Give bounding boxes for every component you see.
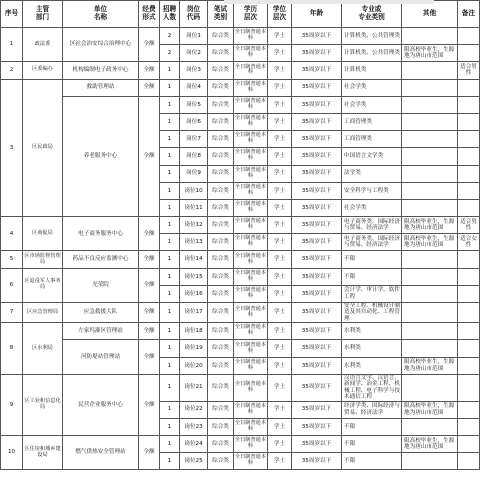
cell-degree: 学士 (268, 268, 292, 285)
cell-age: 35周岁以下 (292, 45, 342, 62)
cell-dept: 区市场监督管理局 (23, 251, 63, 268)
cell-pos: 岗位3 (180, 62, 208, 79)
cell-major: 水利类 (342, 340, 402, 357)
cell-count: 1 (160, 453, 180, 470)
cell-exam: 综合类 (208, 453, 234, 470)
cell-exam: 综合类 (208, 418, 234, 435)
cell-edu: 全日制普通本科 (234, 374, 268, 401)
cell-age: 35周岁以下 (292, 340, 342, 357)
cell-edu: 全日制普通本科 (234, 96, 268, 113)
cell-degree: 学士 (268, 96, 292, 113)
cell-unit: 机构编制电子政务中心 (63, 62, 139, 79)
cell-pos: 岗位2 (180, 45, 208, 62)
cell-other (402, 113, 458, 130)
cell-pos: 岗位23 (180, 418, 208, 435)
header-row (1, 1, 480, 28)
table-row (1, 217, 480, 234)
cell-age: 35周岁以下 (292, 418, 342, 435)
cell-dept: 区应急管理局 (23, 303, 63, 323)
cell-fund: 全额 (139, 303, 160, 323)
cell-pos: 岗位5 (180, 96, 208, 113)
cell-other (402, 453, 458, 470)
cell-fund: 全额 (139, 217, 160, 251)
cell-seq: 6 (1, 268, 23, 302)
cell-degree: 学士 (268, 131, 292, 148)
cell-exam: 综合类 (208, 374, 234, 401)
cell-count: 1 (160, 357, 180, 374)
cell-pos: 岗位8 (180, 148, 208, 165)
cell-degree: 学士 (268, 62, 292, 79)
cell-dept: 区住房和城乡建设局 (23, 435, 63, 469)
cell-note: 适合男性 (458, 62, 480, 79)
cell-age: 35周岁以下 (292, 28, 342, 45)
cell-pos: 岗位15 (180, 268, 208, 285)
cell-dept: 区水利局 (23, 323, 63, 375)
cell-major: 不限 (342, 435, 402, 452)
cell-unit: 电子商务服务中心 (63, 217, 139, 251)
table-row (1, 435, 480, 452)
cell-edu: 全日制普通本科 (234, 251, 268, 268)
cell-exam: 综合类 (208, 340, 234, 357)
cell-other: 限高校毕业生，生源地为唐山市范围 (402, 234, 458, 251)
cell-major: 会计学、审计学、软件工程 (342, 285, 402, 302)
cell-exam: 综合类 (208, 268, 234, 285)
cell-count: 1 (160, 199, 180, 216)
cell-age: 35周岁以下 (292, 217, 342, 234)
cell-exam: 综合类 (208, 165, 234, 182)
cell-note (458, 251, 480, 268)
cell-major: 计算机类、公共管理类 (342, 45, 402, 62)
cell-dept: 政法委 (23, 28, 63, 62)
cell-major: 经济学类、国际经济与贸易、经济法学 (342, 401, 402, 418)
cell-edu: 全日制普通本科 (234, 199, 268, 216)
header-exam: 笔试 类别 (208, 1, 234, 28)
cell-note (458, 418, 480, 435)
cell-exam: 综合类 (208, 217, 234, 234)
cell-exam: 综合类 (208, 182, 234, 199)
cell-unit: 区社会治安综合治理中心 (63, 28, 139, 62)
cell-count: 1 (160, 251, 180, 268)
cell-exam: 综合类 (208, 234, 234, 251)
cell-seq: 5 (1, 251, 23, 268)
cell-count: 1 (160, 131, 180, 148)
cell-seq: 1 (1, 28, 23, 62)
cell-exam: 综合类 (208, 285, 234, 302)
cell-major: 法学类 (342, 165, 402, 182)
cell-exam: 综合类 (208, 357, 234, 374)
cell-edu: 全日制普通本科 (234, 45, 268, 62)
cell-dept: 区委编办 (23, 62, 63, 79)
cell-major: 社会学类 (342, 96, 402, 113)
cell-degree: 学士 (268, 251, 292, 268)
cell-edu: 全日制普通本科 (234, 401, 268, 418)
cell-count: 1 (160, 374, 180, 401)
cell-other: 限高校毕业生，生源地为唐山市范围 (402, 45, 458, 62)
cell-dept: 区退役军人事务局 (23, 268, 63, 302)
cell-count: 1 (160, 323, 180, 340)
cell-other (402, 62, 458, 79)
cell-unit: 光荣院 (63, 268, 139, 302)
cell-exam: 综合类 (208, 113, 234, 130)
cell-pos: 岗位7 (180, 131, 208, 148)
cell-exam: 综合类 (208, 131, 234, 148)
cell-unit: 左家坞灌区管理站 (63, 323, 139, 340)
cell-major: 计算机类、公共管理类 (342, 28, 402, 45)
cell-edu: 全日制普通本科 (234, 234, 268, 251)
cell-degree: 学士 (268, 418, 292, 435)
cell-edu: 全日制普通本科 (234, 182, 268, 199)
cell-edu: 全日制普通本科 (234, 165, 268, 182)
cell-degree: 学士 (268, 323, 292, 340)
cell-unit: 药品不良反应监测中心 (63, 251, 139, 268)
cell-pos: 岗位25 (180, 453, 208, 470)
cell-pos: 岗位19 (180, 340, 208, 357)
cell-degree: 学士 (268, 234, 292, 251)
cell-degree: 学士 (268, 199, 292, 216)
cell-unit: 应急救援大队 (63, 303, 139, 323)
cell-age: 35周岁以下 (292, 96, 342, 113)
cell-pos: 岗位9 (180, 165, 208, 182)
cell-other: 限高校毕业生，生源地为唐山市范围 (402, 435, 458, 452)
cell-other (402, 182, 458, 199)
cell-exam: 综合类 (208, 148, 234, 165)
cell-seq: 8 (1, 323, 23, 375)
cell-note (458, 323, 480, 340)
cell-edu: 全日制普通本科 (234, 268, 268, 285)
cell-count: 2 (160, 45, 180, 62)
cell-age: 35周岁以下 (292, 62, 342, 79)
cell-age: 35周岁以下 (292, 453, 342, 470)
cell-fund: 全额 (139, 374, 160, 435)
cell-other: 限高校毕业生，生源地为唐山市范围 (402, 401, 458, 418)
cell-seq: 4 (1, 217, 23, 251)
cell-note (458, 268, 480, 285)
header-pos: 岗位 代码 (180, 1, 208, 28)
cell-other (402, 165, 458, 182)
cell-exam: 综合类 (208, 79, 234, 96)
cell-seq: 3 (1, 79, 23, 217)
header-age: 年龄 (292, 1, 342, 28)
cell-fund: 全额 (139, 323, 160, 340)
cell-note (458, 45, 480, 62)
cell-degree: 学士 (268, 340, 292, 357)
cell-age: 35周岁以下 (292, 268, 342, 285)
cell-major: 电子商务类、国际经济与贸易、经济法学 (342, 234, 402, 251)
table-row (1, 374, 480, 401)
cell-count: 1 (160, 182, 180, 199)
cell-count: 1 (160, 234, 180, 251)
header-edu: 学历 层次 (234, 1, 268, 28)
cell-edu: 全日制普通本科 (234, 217, 268, 234)
cell-other (402, 199, 458, 216)
cell-count: 1 (160, 96, 180, 113)
cell-major: 社会学类 (342, 79, 402, 96)
cell-degree: 学士 (268, 374, 292, 401)
cell-note (458, 303, 480, 323)
cell-pos: 岗位18 (180, 323, 208, 340)
cell-edu: 全日制普通本科 (234, 62, 268, 79)
cell-edu: 全日制普通本科 (234, 435, 268, 452)
cell-note (458, 435, 480, 452)
cell-exam: 综合类 (208, 303, 234, 323)
cell-count: 1 (160, 268, 180, 285)
cell-note (458, 357, 480, 374)
cell-age: 35周岁以下 (292, 165, 342, 182)
cell-age: 35周岁以下 (292, 323, 342, 340)
cell-major: 工商管理类 (342, 131, 402, 148)
cell-count: 1 (160, 418, 180, 435)
cell-edu: 全日制普通本科 (234, 357, 268, 374)
cell-major: 不限 (342, 251, 402, 268)
cell-major: 水利类 (342, 357, 402, 374)
cell-major: 社会学类 (342, 199, 402, 216)
cell-edu: 全日制普通本科 (234, 323, 268, 340)
cell-major: 安全科学与工程类 (342, 182, 402, 199)
header-top-strip (224, 0, 434, 4)
cell-age: 35周岁以下 (292, 374, 342, 401)
table-row (1, 268, 480, 285)
cell-count: 1 (160, 435, 180, 452)
cell-unit: 养老服务中心 (63, 96, 139, 216)
cell-degree: 学士 (268, 401, 292, 418)
cell-note (458, 28, 480, 45)
cell-exam: 综合类 (208, 45, 234, 62)
cell-age: 35周岁以下 (292, 357, 342, 374)
cell-pos: 岗位20 (180, 357, 208, 374)
cell-count: 1 (160, 79, 180, 96)
cell-unit: 民营企业服务中心 (63, 374, 139, 435)
cell-note (458, 374, 480, 401)
cell-count: 1 (160, 148, 180, 165)
cell-degree: 学士 (268, 453, 292, 470)
header-seq: 序号 (1, 1, 23, 28)
cell-other (402, 340, 458, 357)
cell-degree: 学士 (268, 165, 292, 182)
cell-note: 适合男性 (458, 217, 480, 234)
cell-other (402, 285, 458, 302)
cell-other (402, 28, 458, 45)
header-fund: 经费 形式 (139, 1, 160, 28)
header-unit: 单位 名称 (63, 1, 139, 28)
cell-edu: 全日制普通本科 (234, 453, 268, 470)
cell-other: 限高校毕业生，生源地为唐山市范围 (402, 217, 458, 234)
cell-edu: 全日制普通本科 (234, 131, 268, 148)
cell-major: 工商管理类 (342, 113, 402, 130)
cell-age: 35周岁以下 (292, 435, 342, 452)
cell-edu: 全日制普通本科 (234, 418, 268, 435)
cell-pos: 岗位13 (180, 234, 208, 251)
cell-other (402, 251, 458, 268)
cell-fund: 全额 (139, 251, 160, 268)
cell-fund: 全额 (139, 62, 160, 79)
cell-major: 水利类 (342, 323, 402, 340)
cell-pos: 岗位1 (180, 28, 208, 45)
cell-seq: 7 (1, 303, 23, 323)
cell-pos: 岗位14 (180, 251, 208, 268)
cell-count: 1 (160, 303, 180, 323)
table-row (1, 28, 480, 45)
cell-other (402, 418, 458, 435)
cell-count: 1 (160, 113, 180, 130)
table-row (1, 323, 480, 340)
cell-age: 35周岁以下 (292, 251, 342, 268)
header-major: 专业或 专业类别 (342, 1, 402, 28)
cell-age: 35周岁以下 (292, 401, 342, 418)
cell-unit: 燃气供热安全管理站 (63, 435, 139, 469)
cell-seq: 10 (1, 435, 23, 469)
table-row (1, 96, 480, 113)
cell-note (458, 148, 480, 165)
header-count: 招聘 人数 (160, 1, 180, 28)
cell-pos: 岗位4 (180, 79, 208, 96)
cell-pos: 岗位11 (180, 199, 208, 216)
cell-other (402, 148, 458, 165)
cell-other (402, 79, 458, 96)
cell-count: 1 (160, 285, 180, 302)
cell-fund: 全额 (139, 79, 160, 96)
cell-pos: 岗位21 (180, 374, 208, 401)
table-row (1, 251, 480, 268)
cell-degree: 学士 (268, 217, 292, 234)
cell-note (458, 79, 480, 96)
cell-degree: 学士 (268, 148, 292, 165)
cell-note (458, 165, 480, 182)
cell-fund: 全额 (139, 268, 160, 302)
cell-note (458, 182, 480, 199)
cell-count: 1 (160, 165, 180, 182)
cell-other (402, 268, 458, 285)
cell-degree: 学士 (268, 45, 292, 62)
cell-age: 35周岁以下 (292, 303, 342, 323)
cell-age: 35周岁以下 (292, 131, 342, 148)
cell-count: 1 (160, 217, 180, 234)
cell-major: 不限 (342, 268, 402, 285)
cell-edu: 全日制普通本科 (234, 148, 268, 165)
cell-exam: 综合类 (208, 62, 234, 79)
cell-major: 安全工程、机械设计制造及其自动化、工程管理 (342, 303, 402, 323)
cell-count: 1 (160, 62, 180, 79)
table-row (1, 340, 480, 357)
cell-note (458, 113, 480, 130)
cell-dept: 区商促局 (23, 217, 63, 251)
cell-degree: 学士 (268, 285, 292, 302)
cell-pos: 岗位12 (180, 217, 208, 234)
cell-count: 2 (160, 28, 180, 45)
cell-major: 不限 (342, 418, 402, 435)
cell-exam: 综合类 (208, 199, 234, 216)
cell-major: 计算机类 (342, 62, 402, 79)
table-row (1, 303, 480, 323)
cell-major: 中国语言文学类 (342, 148, 402, 165)
cell-fund: 全额 (139, 96, 160, 216)
cell-major: 不限 (342, 453, 402, 470)
cell-unit: 救助管理站 (63, 79, 139, 96)
cell-degree: 学士 (268, 357, 292, 374)
cell-degree: 学士 (268, 303, 292, 323)
cell-age: 35周岁以下 (292, 285, 342, 302)
cell-degree: 学士 (268, 79, 292, 96)
cell-count: 1 (160, 401, 180, 418)
cell-pos: 岗位10 (180, 182, 208, 199)
cell-count: 1 (160, 340, 180, 357)
cell-edu: 全日制普通本科 (234, 340, 268, 357)
cell-note (458, 285, 480, 302)
cell-note (458, 401, 480, 418)
cell-seq: 2 (1, 62, 23, 79)
cell-dept: 区工业和信息化局 (23, 374, 63, 435)
cell-pos: 岗位22 (180, 401, 208, 418)
cell-other (402, 303, 458, 323)
header-note: 备注 (458, 1, 480, 28)
header-other: 其他 (402, 1, 458, 28)
cell-other (402, 96, 458, 113)
cell-exam: 综合类 (208, 251, 234, 268)
cell-exam: 综合类 (208, 401, 234, 418)
cell-age: 35周岁以下 (292, 199, 342, 216)
cell-pos: 岗位17 (180, 303, 208, 323)
cell-degree: 学士 (268, 182, 292, 199)
cell-note: 适合女性 (458, 234, 480, 251)
cell-unit: 河防堤站管理站 (63, 340, 139, 374)
cell-edu: 全日制普通本科 (234, 113, 268, 130)
cell-major: 汉语言文学、汉语言、新闻学、冶金工程、机械工程、电子科学与技术通信工程 (342, 374, 402, 401)
cell-other (402, 323, 458, 340)
header-degree: 学位 层次 (268, 1, 292, 28)
cell-other (402, 131, 458, 148)
cell-age: 35周岁以下 (292, 148, 342, 165)
cell-note (458, 340, 480, 357)
cell-fund: 全额 (139, 340, 160, 374)
cell-fund: 全额 (139, 28, 160, 62)
table-body (1, 28, 480, 470)
cell-degree: 学士 (268, 28, 292, 45)
cell-edu: 全日制普通本科 (234, 285, 268, 302)
cell-exam: 综合类 (208, 435, 234, 452)
table-row (1, 62, 480, 79)
cell-age: 35周岁以下 (292, 79, 342, 96)
cell-exam: 综合类 (208, 28, 234, 45)
cell-seq: 9 (1, 374, 23, 435)
cell-fund: 全额 (139, 435, 160, 469)
table-row (1, 79, 480, 96)
cell-other (402, 374, 458, 401)
cell-pos: 岗位16 (180, 285, 208, 302)
cell-degree: 学士 (268, 113, 292, 130)
cell-note (458, 131, 480, 148)
cell-exam: 综合类 (208, 96, 234, 113)
cell-edu: 全日制普通本科 (234, 79, 268, 96)
cell-pos: 岗位6 (180, 113, 208, 130)
cell-note (458, 96, 480, 113)
cell-exam: 综合类 (208, 323, 234, 340)
cell-note (458, 453, 480, 470)
cell-major: 电子商务类、国际经济与贸易、经济法学 (342, 217, 402, 234)
cell-edu: 全日制普通本科 (234, 303, 268, 323)
cell-note (458, 199, 480, 216)
cell-age: 35周岁以下 (292, 182, 342, 199)
cell-degree: 学士 (268, 435, 292, 452)
cell-other: 限高校毕业生，生源地为唐山市范围 (402, 357, 458, 374)
cell-age: 35周岁以下 (292, 234, 342, 251)
cell-pos: 岗位24 (180, 435, 208, 452)
cell-age: 35周岁以下 (292, 113, 342, 130)
header-dept: 主管 部门 (23, 1, 63, 28)
cell-dept: 区民政局 (23, 79, 63, 217)
cell-edu: 全日制普通本科 (234, 28, 268, 45)
